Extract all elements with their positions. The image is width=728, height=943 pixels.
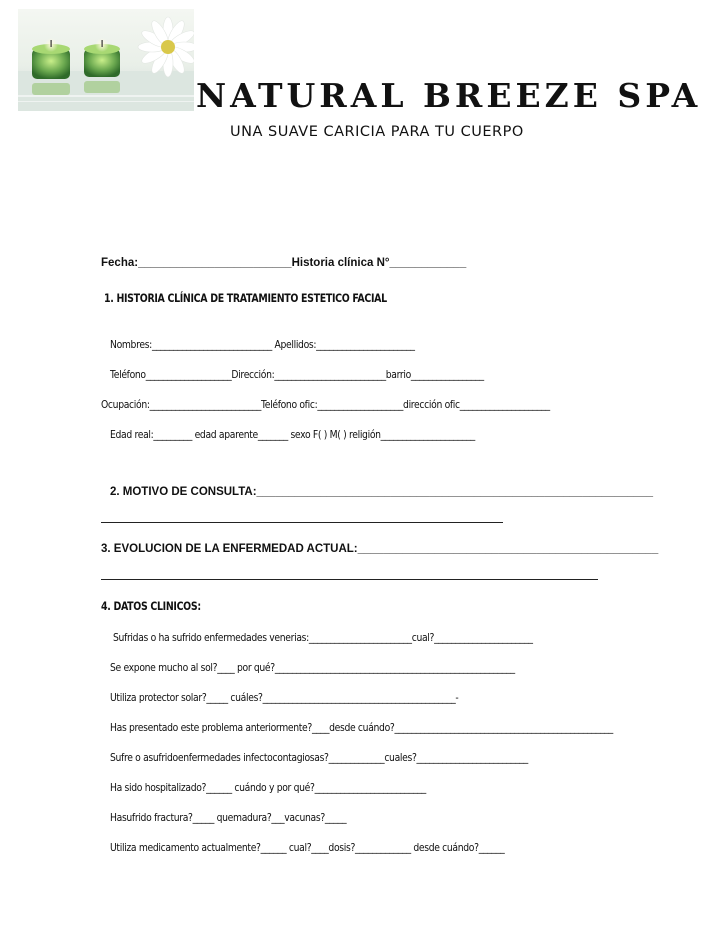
candles-flower-picture bbox=[18, 9, 194, 111]
ocupacion-line[interactable]: Ocupación:__________________________Teléfono ofic:____________________dirección ofic_____________________ bbox=[101, 398, 550, 411]
candle-icon bbox=[32, 38, 70, 79]
question-fractura-quemadura-vacunas[interactable]: Hasufrido fractura?_____ quemadura?___vacunas?_____ bbox=[110, 811, 347, 824]
evolucion-enfermedad-line[interactable]: 3. EVOLUCION DE LA ENFERMEDAD ACTUAL:_______________________________________________ bbox=[101, 543, 659, 555]
section-historia-clinica-heading: 1. HISTORIA CLÍNICA DE TRATAMIENTO ESTETICO FACIAL bbox=[104, 291, 387, 305]
edad-sexo-religion-line[interactable]: Edad real:_________ edad aparente_______ sexo F( ) M( ) religión______________________ bbox=[110, 428, 475, 441]
datos-clinicos-heading: 4. DATOS CLINICOS: bbox=[101, 599, 201, 613]
question-medicamento-actual[interactable]: Utiliza medicamento actualmente?______ cual?____dosis?_____________ desde cuándo?______ bbox=[110, 841, 505, 854]
question-problema-anterior[interactable]: Has presentado este problema anteriormente?____desde cuándo?___________________________________________________ bbox=[110, 721, 613, 734]
motivo-consulta-line[interactable]: 2. MOTIVO DE CONSULTA:______________________________________________________________ bbox=[110, 486, 654, 498]
question-infectocontagiosas[interactable]: Sufre o asufridoenfermedades infectocontagiosas?_____________cuales?__________________________ bbox=[110, 751, 528, 764]
candle-icon bbox=[84, 38, 120, 77]
spa-logo-image bbox=[18, 9, 194, 111]
nombres-apellidos-line[interactable]: Nombres:____________________________ Apellidos:_______________________ bbox=[110, 338, 415, 351]
question-exposicion-sol[interactable]: Se expone mucho al sol?____ por qué?________________________________________________________ bbox=[110, 661, 515, 674]
question-enfermedades-venereas[interactable]: Sufridas o ha sufrido enfermedades venerias:________________________cual?_______________________ bbox=[113, 631, 533, 644]
motivo-continuation-rule[interactable] bbox=[101, 522, 503, 523]
evolucion-continuation-rule[interactable] bbox=[101, 579, 598, 580]
question-protector-solar[interactable]: Utiliza protector solar?_____ cuáles?_____________________________________________- bbox=[110, 691, 459, 704]
spa-title: NATURAL BREEZE SPA bbox=[196, 76, 702, 115]
telefono-direccion-line[interactable]: Teléfono____________________Dirección:__________________________barrio_________________ bbox=[110, 368, 484, 381]
flower-icon bbox=[138, 17, 194, 77]
spa-subtitle: UNA SUAVE CARICIA PARA TU CUERPO bbox=[230, 124, 524, 140]
fecha-historia-line[interactable]: Fecha:________________________Historia clínica N°____________ bbox=[101, 257, 467, 269]
question-hospitalizado[interactable]: Ha sido hospitalizado?______ cuándo y por qué?__________________________ bbox=[110, 781, 426, 794]
